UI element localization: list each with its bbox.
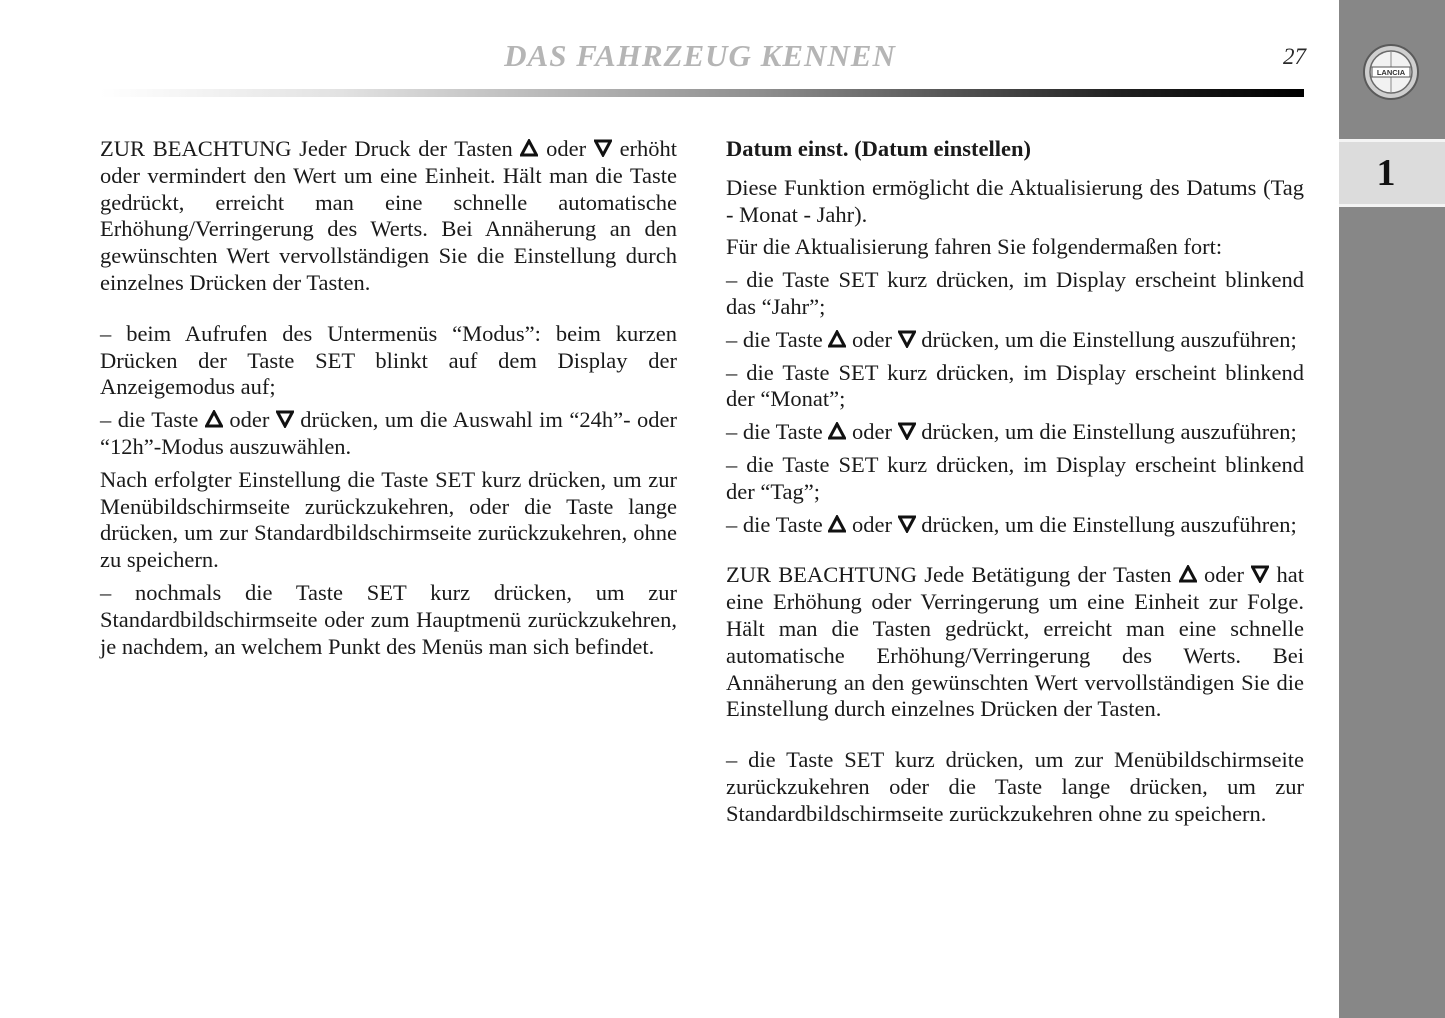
step-select-mode: – die Taste oder drücken, um die Auswahl im “24h”- oder “12h”-Modus auszuwählen.: [100, 407, 678, 459]
step-modus: – beim Aufrufen des Untermenüs “Modus”: beim kurzen Drücken der Taste SET blinkt auf dem Display der Anzeigemodus auf;: [100, 320, 677, 400]
up-triangle-icon: [828, 515, 846, 533]
down-triangle-icon: [1251, 565, 1269, 583]
up-triangle-icon: [828, 422, 846, 440]
procedure-intro: Für die Aktualisierung fahren Sie folgendermaßen fort:: [726, 234, 1223, 260]
down-triangle-icon: [594, 139, 612, 157]
down-triangle-icon: [898, 515, 916, 533]
section-heading: Datum einst. (Datum einstellen): [726, 136, 1031, 161]
down-triangle-icon: [276, 410, 294, 428]
down-triangle-icon: [898, 422, 916, 440]
chapter-tab[interactable]: [1339, 139, 1445, 207]
left-column: [100, 136, 677, 666]
after-setting-paragraph: Nach erfolgter Einstellung die Taste SET kurz drücken, um zur Menübildschirmseite zurückzukehren, oder die Taste lange drücken, um zur Standardbildschirmseite zurückzukehren, ohne zu speichern.: [100, 466, 677, 573]
right-column: [726, 136, 1304, 834]
up-triangle-icon: [205, 410, 223, 428]
step-month: – die Taste SET kurz drücken, im Display erscheint blinkend der “Monat”;: [726, 359, 1304, 412]
page-header-title: DAS FAHRZEUG KENNEN: [504, 38, 896, 73]
note-paragraph: ZUR BEACHTUNG Jede Betätigung der Tasten oder hat eine Erhöhung oder Verringerung um eine Einheit zur Folge. Hält man die Tasten gedrückt, erreicht man eine schnelle automatische Erhöhung/Verringerung des Werts. Bei Annäherung an den gewünschten Wert vervollständigen Sie die Einstellung durch einzelnes Drücken der Tasten.: [726, 562, 1305, 722]
up-triangle-icon: [828, 330, 846, 348]
lancia-logo-icon: [1362, 43, 1420, 101]
down-triangle-icon: [898, 330, 916, 348]
up-triangle-icon: [520, 139, 538, 157]
intro-paragraph: Diese Funktion ermöglicht die Aktualisierung des Datums (Tag - Monat - Jahr).: [726, 174, 1304, 227]
step-day: – die Taste SET kurz drücken, im Display erscheint blinkend der “Tag”;: [726, 451, 1304, 504]
step-adjust: – die Taste oder drücken, um die Einstellung auszuführen;: [726, 326, 1297, 352]
logo-text: LANCIA: [1376, 68, 1406, 77]
chapter-number: 1: [1376, 152, 1396, 194]
final-step: – die Taste SET kurz drücken, um zur Menübildschirmseite zurückzukehren oder die Taste lange drücken, um zur Standardbildschirmseite zurückzukehren ohne zu speichern.: [726, 747, 1304, 826]
step-year: – die Taste SET kurz drücken, im Display erscheint blinkend das “Jahr”;: [726, 267, 1304, 319]
up-triangle-icon: [1179, 565, 1197, 583]
header-rule: [100, 89, 1304, 97]
page-number: 27: [1283, 44, 1306, 69]
step-return: – nochmals die Taste SET kurz drücken, um zur Standardbildschirmseite oder zum Hauptmenü zurückzukehren, je nachdem, an welchem Punkt des Menüs man sich befindet.: [100, 579, 677, 659]
step-adjust: – die Taste oder drücken, um die Einstellung auszuführen;: [726, 511, 1297, 537]
step-adjust: – die Taste oder drücken, um die Einstellung auszuführen;: [726, 419, 1297, 445]
note-paragraph: ZUR BEACHTUNG Jeder Druck der Tasten oder erhöht oder vermindert den Wert um eine Einheit. Hält man die Taste gedrückt, erreicht man eine schnelle automatische Erhöhung/Verringerung des Werts. Bei Annäherung an den gewünschten Wert vervollständigen Sie die Einstellung durch einzelnes Drücken der Tasten.: [100, 136, 678, 295]
